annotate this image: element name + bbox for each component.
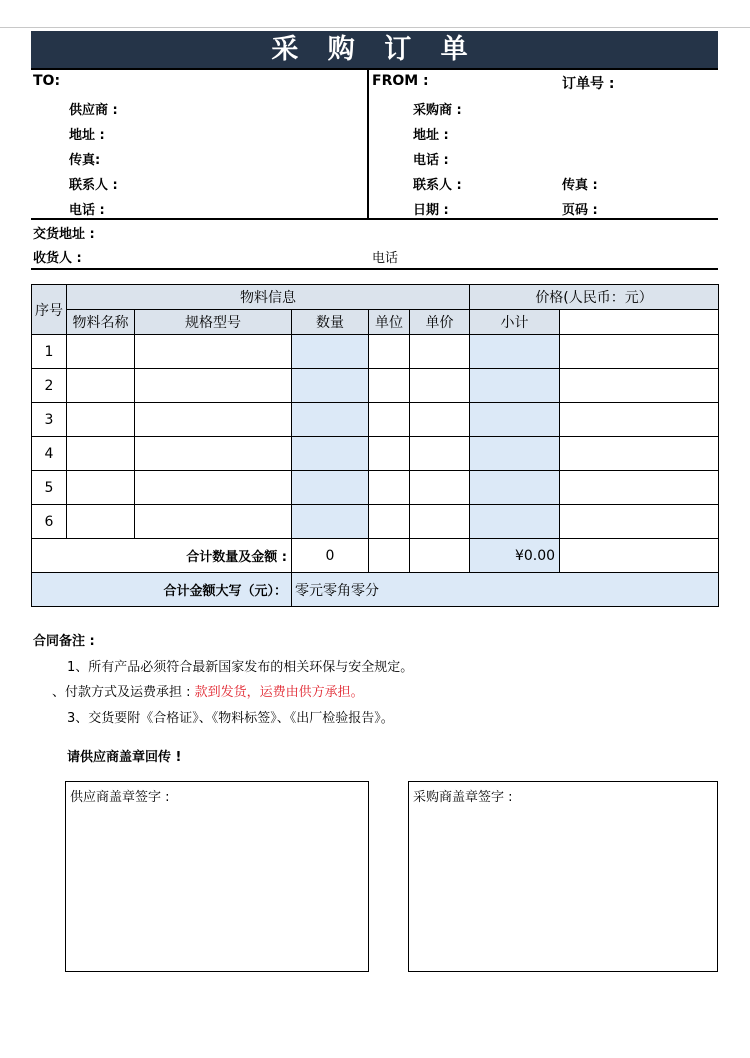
supplier-address-label: 地址 : [69, 128, 105, 143]
col-qty-header: 数量 [292, 310, 369, 335]
item-qty-cell[interactable] [292, 437, 369, 471]
receiver-rule [31, 268, 718, 270]
row-number: 4 [32, 437, 67, 471]
item-unit-cell[interactable] [369, 369, 410, 403]
items-table [31, 284, 719, 607]
page-number-label: 页码 : [562, 203, 598, 218]
table-row [32, 403, 719, 437]
col-price-header: 单价 [410, 310, 470, 335]
from-label: FROM : [372, 73, 429, 89]
item-subtotal-cell [470, 471, 560, 505]
note-line-2-prefix: 、付款方式及运费承担 : [52, 685, 191, 700]
buyer-label: 采购商 : [413, 103, 462, 118]
total-remarks-cell [560, 539, 719, 573]
item-subtotal-cell [470, 369, 560, 403]
note-line-3: 3、交货要附《合格证》、《物料标签》、《出厂检验报告》。 [67, 711, 394, 726]
to-label: TO: [33, 73, 61, 89]
receiver-phone-label: 电话 [372, 251, 399, 266]
item-name-cell[interactable] [67, 403, 135, 437]
supplier-phone-label: 电话 : [69, 203, 105, 218]
capital-amount-row [32, 573, 719, 607]
page-top-line [0, 27, 750, 28]
note-line-2-emphasis: 款到发货，运费由供方承担。 [194, 685, 364, 700]
row-number: 3 [32, 403, 67, 437]
header-divider [367, 68, 369, 219]
item-unit-cell[interactable] [369, 335, 410, 369]
item-name-cell[interactable] [67, 437, 135, 471]
row-number: 2 [32, 369, 67, 403]
delivery-address-label: 交货地址 : [33, 227, 95, 242]
notes-title: 合同备注 : [33, 634, 95, 649]
item-name-cell[interactable] [67, 369, 135, 403]
receiver-label: 收货人 : [33, 251, 82, 266]
row-number: 5 [32, 471, 67, 505]
item-subtotal-cell [470, 403, 560, 437]
return-request: 请供应商盖章回传 ! [67, 750, 182, 765]
table-row [32, 471, 719, 505]
supplier-fax-label: 传真: [69, 153, 101, 168]
col-name-header: 物料名称 [67, 310, 135, 335]
col-subtotal-header: 小计 [470, 310, 560, 335]
total-amount-value: ¥0.00 [470, 539, 560, 573]
note-line-2 [52, 681, 364, 700]
buyer-address-label: 地址 : [413, 128, 449, 143]
date-label: 日期 : [413, 203, 449, 218]
table-row [32, 369, 719, 403]
item-spec-cell[interactable] [135, 403, 292, 437]
item-spec-cell[interactable] [135, 505, 292, 539]
item-price-cell[interactable] [410, 471, 470, 505]
item-spec-cell[interactable] [135, 369, 292, 403]
total-unit-cell [369, 539, 410, 573]
total-label: 合计数量及金额 : [32, 539, 292, 573]
order-number-label: 订单号 : [562, 76, 615, 92]
item-qty-cell[interactable] [292, 505, 369, 539]
item-price-cell[interactable] [410, 437, 470, 471]
col-seq-header: 序号 [32, 285, 67, 335]
item-price-cell[interactable] [410, 505, 470, 539]
table-row [32, 335, 719, 369]
item-spec-cell[interactable] [135, 471, 292, 505]
item-subtotal-cell [470, 335, 560, 369]
item-name-cell[interactable] [67, 335, 135, 369]
table-row [32, 437, 719, 471]
buyer-signature-box[interactable] [408, 781, 718, 972]
item-remarks-cell[interactable] [560, 505, 719, 539]
item-remarks-cell[interactable] [560, 437, 719, 471]
total-price-cell [410, 539, 470, 573]
buyer-phone-label: 电话 : [413, 153, 449, 168]
capital-amount-value: 零元零角零分 [292, 573, 719, 607]
item-qty-cell[interactable] [292, 403, 369, 437]
header-top-rule [31, 68, 718, 70]
total-row [32, 539, 719, 573]
supplier-contact-label: 联系人 : [69, 178, 118, 193]
item-unit-cell[interactable] [369, 403, 410, 437]
item-qty-cell[interactable] [292, 471, 369, 505]
item-spec-cell[interactable] [135, 335, 292, 369]
item-name-cell[interactable] [67, 471, 135, 505]
table-row [32, 505, 719, 539]
supplier-signature-label: 供应商盖章签字 : [70, 790, 170, 805]
row-number: 6 [32, 505, 67, 539]
item-remarks-cell[interactable] [560, 335, 719, 369]
item-name-cell[interactable] [67, 505, 135, 539]
buyer-signature-label: 采购商盖章签字 : [413, 790, 513, 805]
supplier-label: 供应商 : [69, 103, 118, 118]
col-spec-header: 规格型号 [135, 310, 292, 335]
item-spec-cell[interactable] [135, 437, 292, 471]
item-unit-cell[interactable] [369, 437, 410, 471]
item-qty-cell[interactable] [292, 369, 369, 403]
buyer-contact-label: 联系人 : [413, 178, 462, 193]
item-remarks-cell[interactable] [560, 471, 719, 505]
supplier-signature-box[interactable] [65, 781, 369, 972]
item-price-cell[interactable] [410, 403, 470, 437]
document-title: 采 购 订 单 [271, 34, 478, 65]
item-price-cell[interactable] [410, 369, 470, 403]
capital-amount-label: 合计金额大写（元）： [32, 573, 292, 607]
item-unit-cell[interactable] [369, 505, 410, 539]
row-number: 1 [32, 335, 67, 369]
title-bar [31, 31, 718, 68]
item-unit-cell[interactable] [369, 471, 410, 505]
note-line-1: 1、所有产品必须符合最新国家发布的相关环保与安全规定。 [67, 660, 414, 675]
col-unit-header: 单位 [369, 310, 410, 335]
buyer-fax-label: 传真 : [562, 178, 598, 193]
material-info-header: 物料信息 [67, 285, 470, 310]
item-remarks-cell[interactable] [560, 403, 719, 437]
item-subtotal-cell [470, 505, 560, 539]
item-remarks-cell[interactable] [560, 369, 719, 403]
header-bottom-rule [31, 218, 718, 220]
total-qty-value: 0 [292, 539, 369, 573]
price-header: 价格(人民币：元） [470, 285, 719, 310]
item-subtotal-cell [470, 437, 560, 471]
item-qty-cell[interactable] [292, 335, 369, 369]
item-price-cell[interactable] [410, 335, 470, 369]
